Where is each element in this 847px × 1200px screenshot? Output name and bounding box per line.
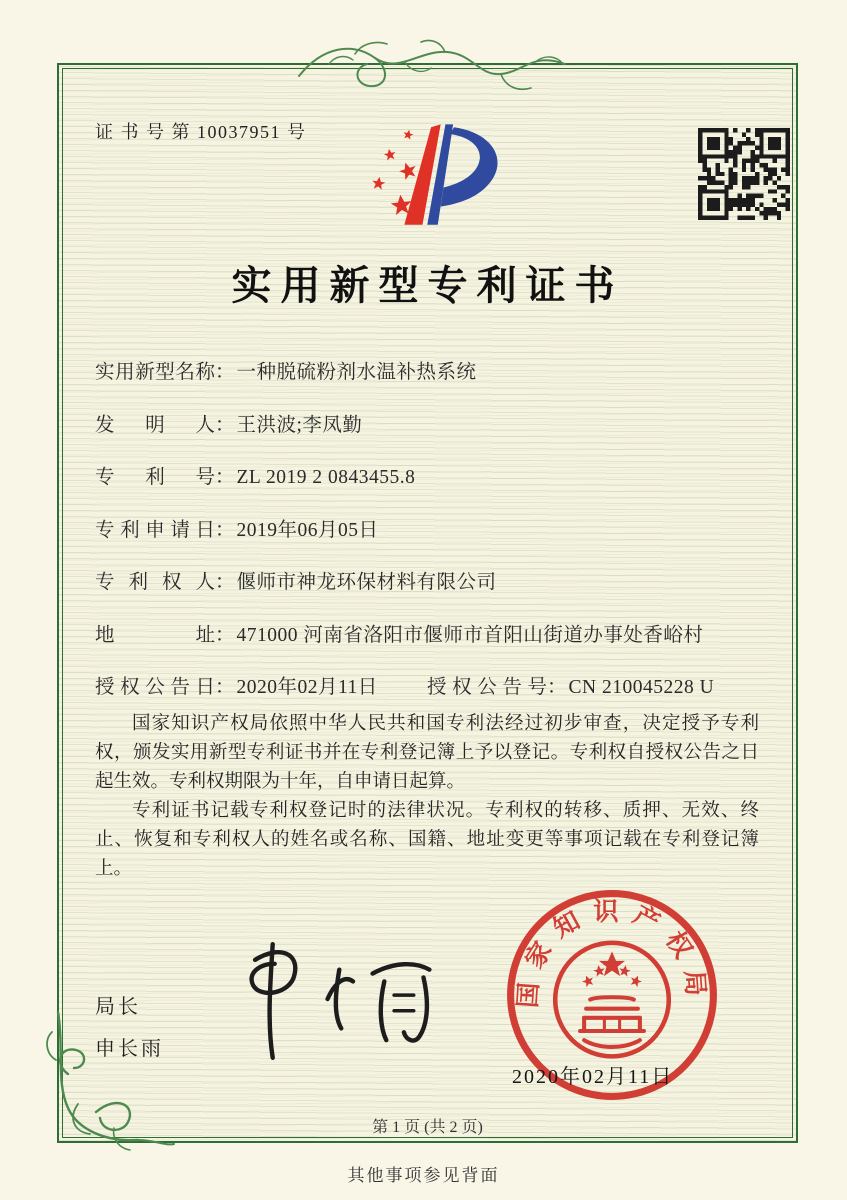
back-note: 其他事项参见背面	[347, 1166, 500, 1185]
field-label: 授权公告日	[95, 677, 215, 698]
legal-text	[95, 710, 759, 884]
seal-date: 2020年02月11日	[512, 1066, 674, 1088]
handwritten-signature-icon	[212, 936, 447, 1064]
field-row-name: 实用新型名称： 一种脱硫粉剂水温补热系统	[95, 356, 763, 409]
certificate-title: 实用新型专利证书	[231, 263, 624, 308]
page-number: 第 1 页 (共 2 页)	[372, 1119, 483, 1136]
field-label: 授权公告号	[427, 677, 547, 698]
field-value: ZL 2019 2 0843455.8	[236, 467, 416, 488]
field-value: 2020年02月11日	[236, 677, 378, 698]
border-flourish-top-icon	[295, 34, 570, 100]
field-row-inventor: 发明人： 王洪波;李凤勤	[95, 409, 763, 462]
seal-ring-text: 国家知识产权局	[513, 897, 711, 1009]
certificate-fields	[95, 356, 763, 724]
field-label: 实用新型名称	[95, 362, 215, 383]
field-label: 专利申请日	[95, 519, 215, 541]
field-value: 王洪波;李凤勤	[236, 414, 363, 436]
field-label: 专利权人	[95, 572, 215, 593]
field-value: 一种脱硫粉剂水温补热系统	[236, 362, 477, 383]
national-emblem-icon	[555, 943, 669, 1057]
grant-number-pair: 授权公告号： CN 210045228 U	[427, 671, 714, 699]
field-value: CN 210045228 U	[568, 677, 715, 698]
qr-code-icon	[698, 128, 790, 220]
field-label: 发明人	[95, 414, 215, 436]
field-value: 2019年06月05日	[236, 519, 379, 541]
commissioner-name: 申长雨	[95, 1038, 164, 1060]
field-row-filing-date: 专利申请日： 2019年06月05日	[95, 514, 763, 567]
legal-paragraph: 专利证书记载专利权登记时的法律状况。专利权的转移、质押、无效、终止、恢复和专利权人的姓名或名称、国籍、地址变更等事项记载在专利登记簿上。	[95, 801, 759, 879]
field-label: 专利号	[95, 467, 215, 488]
certificate-number: 证 书 号 第 10037951 号	[95, 122, 307, 142]
legal-paragraph: 国家知识产权局依照中华人民共和国专利法经过初步审查，决定授予专利权，颁发实用新型专利证书并在专利登记簿上予以登记。专利权自授权公告之日起生效。专利权期限为十年，自申请日起算。	[95, 714, 759, 792]
field-value: 偃师市神龙环保材料有限公司	[236, 572, 497, 593]
commissioner-title: 局长	[95, 996, 141, 1018]
field-value: 471000 河南省洛阳市偃师市首阳山街道办事处香峪村	[236, 624, 704, 646]
field-row-address: 地址： 471000 河南省洛阳市偃师市首阳山街道办事处香峪村	[95, 619, 763, 672]
field-label: 地址	[95, 624, 215, 646]
field-row-grant: 授权公告日： 2020年02月11日 授权公告号： CN 210045228 U	[95, 671, 763, 724]
cnipa-logo-icon	[347, 112, 519, 240]
field-row-patent-number: 专利号： ZL 2019 2 0843455.8	[95, 461, 763, 514]
field-row-patentee: 专利权人： 偃师市神龙环保材料有限公司	[95, 566, 763, 619]
